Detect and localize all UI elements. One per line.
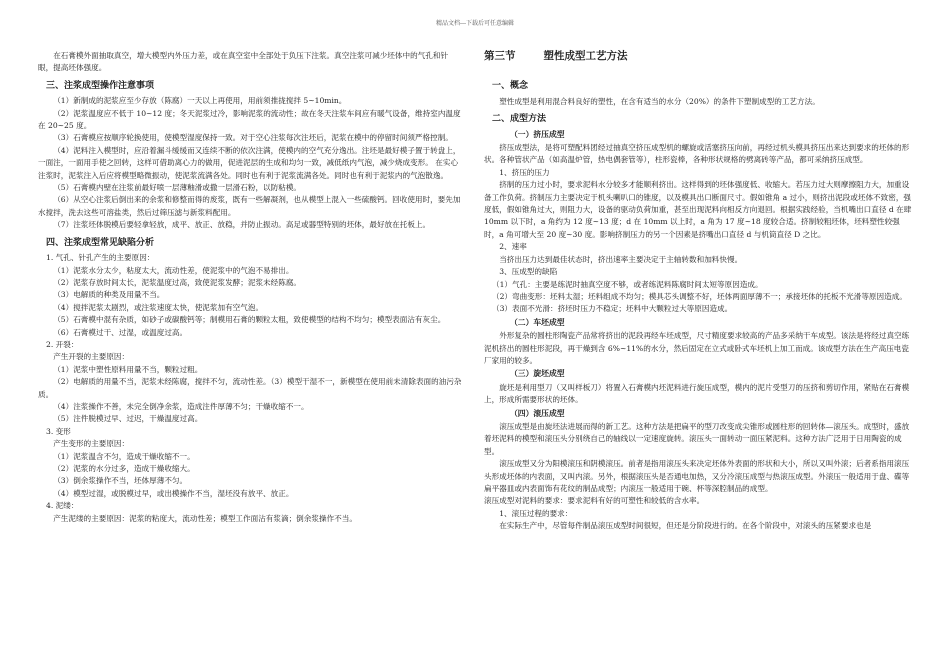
list-item: （2）弯曲变形：坯料太湿；坯料组成不均匀；模具芯头调整不好，坯体两面厚薄不一；承接坯体的托板不光滑等原因造成。 xyxy=(492,291,907,301)
section-title: 塑性成型工艺方法 xyxy=(543,50,628,62)
methods-heading: 二、成型方法 xyxy=(492,114,547,125)
list-item: （1）泥浆温含不匀，造成干燥收缩不一。 xyxy=(53,451,195,461)
extrusion-speed-title: 2、速率 xyxy=(499,242,527,252)
left-column xyxy=(38,50,462,525)
list-item: （2）泥浆的水分过多，造成干燥收缩大。 xyxy=(53,464,195,473)
section-3-heading: 三、注浆成型操作注意事项 xyxy=(46,80,155,91)
list-item: （4）泥料注入模型时，应沿着漏斗缓缓而又连续不断的依次注满，使模内的空气充分逸出。注坯是最好模子置于转盘上，一面注，一面用手使之回转，这样可借助离心力的做用，促进泥层的生成和均匀一致，减低纸内气泡，减少烧成变形。 在实心注浆时，泥浆注入后应将模型略微振动，使泥浆流满各处。同时也有利于泥浆流满各处。同时也有利于泥浆内的气泡散逸。 xyxy=(38,145,461,180)
defect-2-lead: 产生开裂的主要原因： xyxy=(53,352,130,362)
list-item: （1）新制成的泥浆应至少存放（陈腐）一天以上再使用，用前须推拢搅拌 5~10min。 xyxy=(53,96,347,106)
list-item: （6）从空心注浆后倒出来的余浆和修整而得的废浆，既有一些解凝剂，也从模型上混入一些硫酸钙。回收使用时，要先加水搅拌，洗去这些可溶盐类，然后过筛压滤与新浆料配用。 xyxy=(38,195,461,217)
extrusion-pressure-title: 1、挤压的压力 xyxy=(499,167,550,177)
extrusion-text: 挤压成型法，是将可塑配料团经过抽真空挤压成型机的螺旋或活塞挤压向前，再经过机头模具挤压出来达到要求的坯体的形状。各种管状产品（如高温炉管，热电偶套管等），柱形瓷棒，各种形状规格的劈离砖等产品，都可采纳挤压成型。 xyxy=(484,143,910,165)
roller-text-2: 滚压成型又分为阳模滚压和阴模滚压。前者是指用滚压头来决定坯体外表面的形状和大小，所以又叫外滚；后者系指用滚压头形成坯体的内表面，又叫内滚。另外，根据滚压头是否通电加热，又分冷滚压成型与热滚压成型。外滚压一般适用于盘、碟等扁平器皿或内表面饰有花纹的制品成型；内滚压一般适用于碗、杯等深腔制品的成型。 xyxy=(484,459,910,493)
list-item: （3）石膏模应按顺序轮换使用，使模型湿度保持一致。对于空心注浆每次注坯后，泥浆在模中的停留时间须严格控制。 xyxy=(53,133,453,143)
page-header: 精品文档---下载后可任意编辑 xyxy=(435,20,515,27)
list-item: （4）搅拌泥浆太剧烈，或注浆速度太快，使泥浆加有空气泡。 xyxy=(53,302,264,312)
list-item: （7）注浆坯体脱模后要轻拿轻放，成平、放正、放稳，并防止振动。高足或器型特别的坯体，最好放在托板上。 xyxy=(53,220,431,230)
roller-process-title: 1、滚压过程的要求： xyxy=(499,508,573,518)
roller-heading: （四）滚压成型 xyxy=(510,408,565,418)
turning-text: 外形复杂的圆柱形陶瓷产品常将挤出的泥段再经车坯成型，尺寸精度要求较高的产品多采纳干车成型。该法是将经过真空练泥机挤出的圆柱形泥段，再干燥到含 6%~11%的水分，然后固定在立式或卧式车坯机上加工而成。该成型方法在生产高压电瓷厂家用的较多。 xyxy=(484,331,910,365)
list-item: （3）表面不光滑：挤坯时压力不稳定；坯料中大颗粒过大等原因造成。 xyxy=(492,304,733,314)
defect-1-title: 1. 气孔、针孔产生的主要原因： xyxy=(46,253,155,263)
defect-4-title: 4. 泥缕： xyxy=(46,501,79,511)
defect-2-title: 2. 开裂： xyxy=(46,339,79,349)
section-number: 第三节 xyxy=(484,50,516,62)
list-item: （1）泥浆中塑性原料用量不当，颗粒过粗。 xyxy=(53,364,203,374)
roller-text-3: 滚压成型对泥料的要求：要求泥料有好的可塑性和较低的含水率。 xyxy=(484,496,705,506)
list-item: （6）石膏模过干、过湿，或温度过高。 xyxy=(53,327,188,337)
section-3-list xyxy=(38,95,462,231)
extrusion-pressure-text: 挤制的压力过小时，要求泥料水分较多才能顺利挤出。这样得到的坯体强度低、收缩大。若压力过大则摩擦阻力大，加重设备工作负荷。挤制压力主要决定于机头喇叭口的锥度，以及模具出口断面尺寸。假如锥角 a 过小，则挤出泥段或坯体不致密，强度低，假如锥角过大，则阻力大，设备的驱动负荷加重，甚至出现泥料向相反方向退回。根据实践经验，当机嘴出口直径 d 在肆 10mm 以下时，a 角约为 12 度~13 度；d 在 10mm 以上时，a 角为 17 度~18 度较合适。挤制较粗坯体，坯料塑性较强时，a 角可增大至 20 度~30 度。影响挤制压力的另一个因素是挤嘴出口直径 d 与机筒直径 D 之比。 xyxy=(484,180,912,239)
list-item: （2）泥浆温度应不低于 10~12 度；冬天泥浆过冷，影响泥浆的流动性；故在冬天注浆车间应有暖气设备，维持室内温度在 20~25 度。 xyxy=(38,108,461,131)
list-item: （3）电解质的种类及用量不当。 xyxy=(53,290,165,300)
concept-heading: 一、概念 xyxy=(492,81,529,92)
extrusion-speed-text: 当挤出压力达到最佳状态时，挤出速率主要决定于主轴转数和加料快慢。 xyxy=(499,254,743,264)
list-item: （2）泥浆存放时间太长，泥浆温度过高，致使泥浆发酵；泥浆未经陈腐。 xyxy=(53,277,302,287)
right-column xyxy=(484,50,912,533)
list-item: （3）倒余浆操作不当，坯体厚薄不匀。 xyxy=(53,476,188,486)
roller-process-text: 在实际生产中，尽管每件制品滚压成型时间很短，但还是分阶段进行的。在各个阶段中，对滚头的压紧要求也是 xyxy=(499,521,872,531)
list-item: （1）气孔：主要是练泥时抽真空度不够，或者练泥料陈腐时间太短等原因造成。 xyxy=(492,279,763,289)
turning-heading: （二）车坯成型 xyxy=(510,317,565,327)
list-item: （2）电解质的用量不当，泥浆未经陈腐，搅拌不匀，流动性差。（3）模型干湿不一，新模型在使用前未清除表面的油污杂质。 xyxy=(38,377,462,399)
list-item: （1）泥浆水分太少，粘度太大，流动性差，使泥浆中的气泡不易排出。 xyxy=(53,265,294,275)
chapter-heading xyxy=(484,50,912,62)
defect-4-text: 产生泥缕的主要原因：泥浆的粘度大，流动性差；模型工作面沾有浆滴；倒余浆操作不当。 xyxy=(53,513,357,523)
list-item: （4）注浆操作不善，未完全倒净余浆，造成注件厚薄不匀；干燥收缩不一。 xyxy=(53,401,309,411)
section-4-heading: 四、注浆成型常见缺陷分析 xyxy=(46,237,155,248)
list-item: （5）注件脱模过早、过迟，干燥温度过高。 xyxy=(53,414,203,424)
list-item: （4）模型过湿，或脱模过早，或出模操作不当，湿坯没有放平、放正。 xyxy=(53,488,294,498)
intro-paragraph: 在石膏模外面抽取真空，增大模型内外压力差，或在真空室中全部处于负压下注浆。真空注浆可减少坯体中的气孔和针眼，提高坯体强度。 xyxy=(38,51,449,73)
roller-text-1: 滚压成型是由旋坯法进展而得的新工艺。这种方法是把扁平的型刀改变成尖锥形或圆柱形的回转体—滚压头。成型时，盛放着坯泥料的模型和滚压头分别绕自己的轴线以一定速度旋转。滚压头一面转动一面压紧泥料。这种方法广泛用于日用陶瓷的成型。 xyxy=(484,421,910,456)
concept-text: 塑性成型是利用混合料良好的塑性，在含有适当的水分（20%）的条件下塑制成型的工艺方法。 xyxy=(499,96,820,106)
defect-3-title: 3. 变形 xyxy=(46,426,71,436)
jiggering-heading: （三）旋坯成型 xyxy=(510,369,565,379)
list-item: （5）石膏模中混有杂质，如砂子或碳酸钙等；制模用石膏的颗粒太粗，致使模型的结构不均匀；模型表面沾有灰尘。 xyxy=(53,315,446,325)
extrusion-heading: （一）挤压成型 xyxy=(510,129,565,139)
defect-3-lead: 产生变形的主要原因： xyxy=(53,439,130,449)
extrusion-defects-title: 3、压成型的缺陷 xyxy=(499,267,558,277)
jiggering-text: 旋坯是利用型刀（又叫样板刀）将置入石膏模内坯泥料进行旋压成型，模内的泥片受型刀的压挤和剪切作用，紧贴在石膏模上，形成所需要形状的坯体。 xyxy=(484,382,910,405)
list-item: （5）石膏模内壁在注浆前最好喷一层薄釉滑或撒一层滑石粉，以防粘模。 xyxy=(53,183,302,193)
